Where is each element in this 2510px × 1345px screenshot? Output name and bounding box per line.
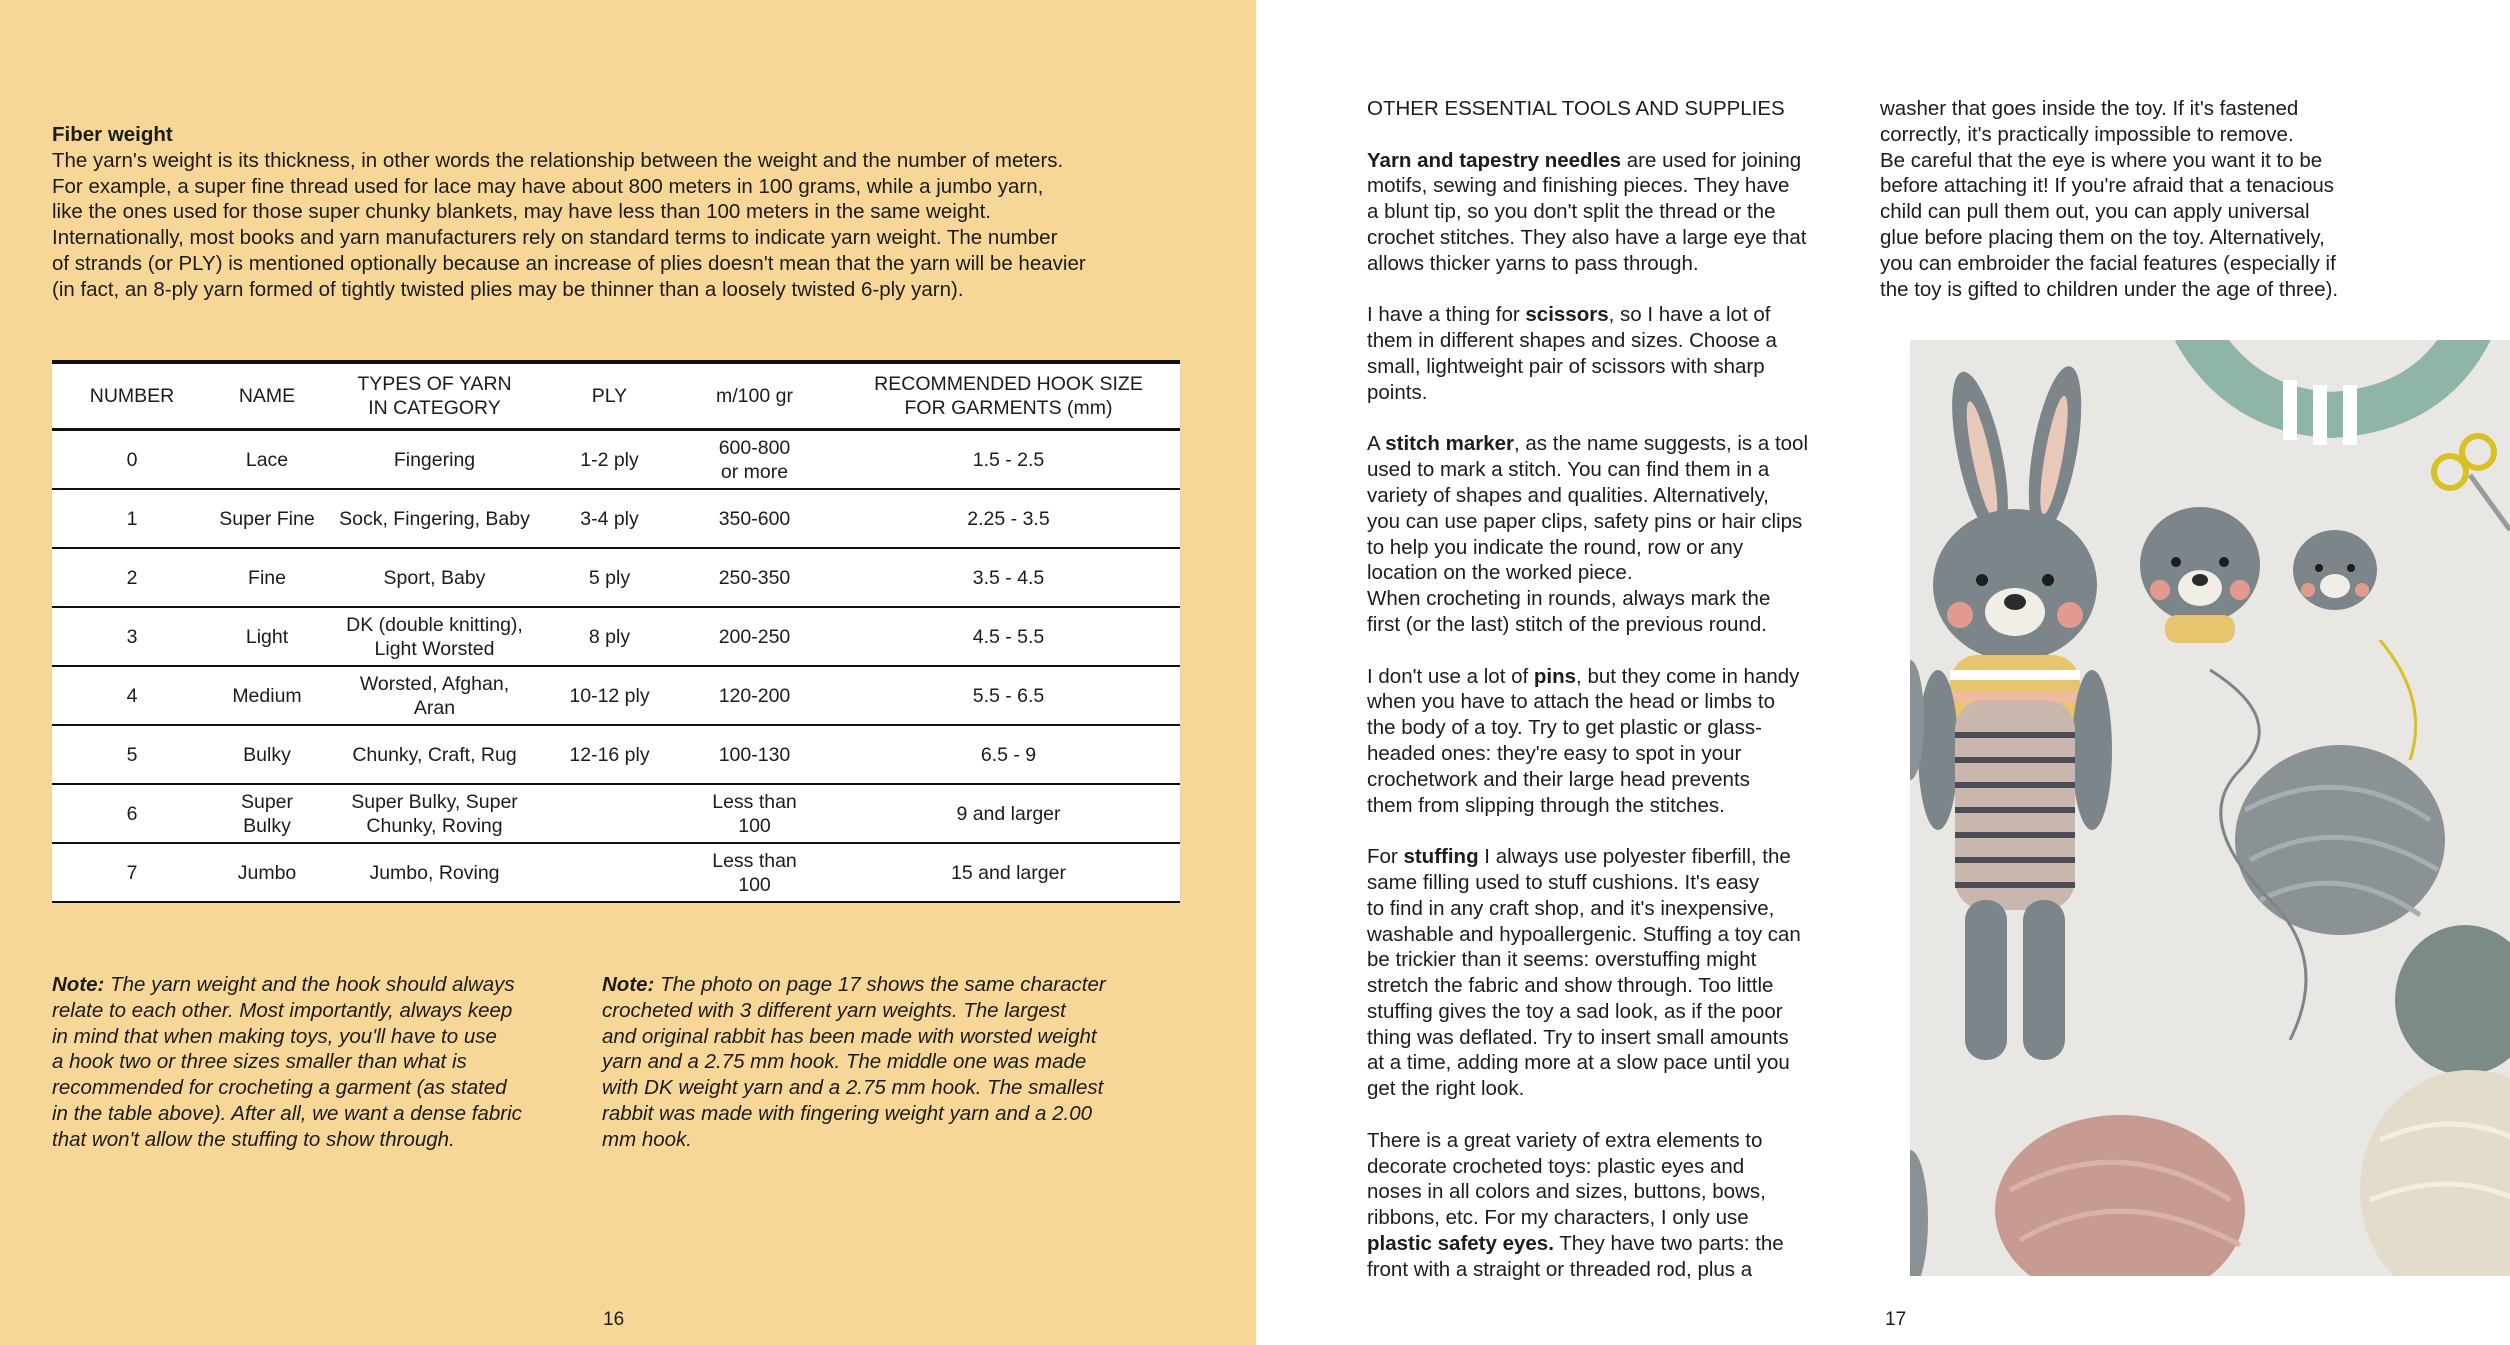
text-line: decorate crocheted toys: plastic eyes and — [1367, 1154, 1745, 1178]
text-line: them from slipping through the stitches. — [1367, 793, 1725, 817]
text-line: headed ones: they're easy to spot in your — [1367, 741, 1742, 765]
note-line: rabbit was made with fingering weight yarn and a 2.00 — [602, 1101, 1093, 1125]
column-header: m/100 gr — [672, 362, 837, 430]
term-bold: scissors — [1525, 303, 1609, 327]
text-line: used to mark a stitch. You can find them in a — [1367, 458, 1770, 482]
table-header-row — [52, 362, 1180, 430]
table-cell: 600-800 or more — [672, 430, 837, 490]
fiber-weight-line: like the ones used for those super chunky blankets, may have less than 100 meters in the same weight. — [52, 200, 991, 224]
table-cell: 6 — [52, 784, 212, 843]
term-bold: pins — [1533, 664, 1577, 688]
paragraph-extras — [1367, 1128, 1837, 1283]
note-line: crocheted with 3 different yarn weights. The largest — [602, 998, 1066, 1022]
tools-column — [1367, 96, 1837, 1283]
text-line: a blunt tip, so you don't split the thread or the — [1367, 200, 1776, 224]
table-cell: 250-350 — [672, 548, 837, 607]
text-line: allows thicker yarns to pass through. — [1367, 251, 1699, 275]
fiber-weight-title: Fiber weight — [52, 123, 173, 146]
term-bold: Yarn and tapestry needles — [1367, 148, 1622, 172]
table-cell: Bulky — [212, 725, 322, 784]
table-cell: 2.25 - 3.5 — [837, 489, 1180, 548]
table-cell — [547, 784, 672, 843]
text-line: to find in any craft shop, and it's inexpensive, — [1367, 896, 1775, 920]
page-number-right: 17 — [1885, 1309, 1907, 1330]
table-cell: Sport, Baby — [322, 548, 547, 607]
paragraph-scissors — [1367, 302, 1837, 405]
table-cell: Worsted, Afghan, Aran — [322, 666, 547, 725]
table-cell: 4.5 - 5.5 — [837, 607, 1180, 666]
text-line: washable and hypoallergenic. Stuffing a toy can — [1367, 922, 1801, 946]
table-cell: 1 — [52, 489, 212, 548]
table-cell: 3-4 ply — [547, 489, 672, 548]
table-cell: 15 and larger — [837, 843, 1180, 902]
table-cell: 1.5 - 2.5 — [837, 430, 1180, 490]
text-line: you can use paper clips, safety pins or hair clips — [1367, 509, 1803, 533]
text-line: crochetwork and their large head prevents — [1367, 767, 1750, 791]
text-line: you can embroider the facial features (especially if — [1880, 251, 2336, 275]
fiber-weight-line: of strands (or PLY) is mentioned optionally because an increase of plies doesn't mean that the yarn will be heavier — [52, 251, 1086, 275]
paragraph-stitch-marker — [1367, 431, 1837, 637]
table-cell: 200-250 — [672, 607, 837, 666]
column-header: NUMBER — [52, 362, 212, 430]
text-line: first (or the last) stitch of the previous round. — [1367, 612, 1767, 636]
table-row — [52, 607, 1180, 666]
text-line: Be careful that the eye is where you want it to be — [1880, 148, 2323, 172]
text-line: get the right look. — [1367, 1077, 1525, 1101]
table-cell: Jumbo, Roving — [322, 843, 547, 902]
text-line: front with a straight or threaded rod, plus a — [1367, 1257, 1753, 1281]
table-cell: 3.5 - 4.5 — [837, 548, 1180, 607]
note-line: recommended for crocheting a garment (as stated — [52, 1076, 507, 1100]
table-cell: Light — [212, 607, 322, 666]
table-row — [52, 784, 1180, 843]
column-header: RECOMMENDED HOOK SIZE FOR GARMENTS (mm) — [837, 362, 1180, 430]
text-line: correctly, it's practically impossible to remove. — [1880, 122, 2294, 146]
table-cell: Fingering — [322, 430, 547, 490]
fiber-weight-line: (in fact, an 8-ply yarn formed of tightly twisted plies may be thinner than a loosely twisted 6-ply yarn). — [52, 277, 964, 301]
text-line: variety of shapes and qualities. Alternatively, — [1367, 483, 1769, 507]
note-line: relate to each other. Most importantly, always keep — [52, 998, 513, 1022]
table-cell: Jumbo — [212, 843, 322, 902]
text-line: A — [1367, 432, 1386, 456]
table-cell: 9 and larger — [837, 784, 1180, 843]
text-line: at a time, adding more at a slow pace until you — [1367, 1051, 1790, 1075]
text-line: same filling used to stuff cushions. It's easy — [1367, 870, 1760, 894]
text-line: I always use polyester fiberfill, the — [1478, 845, 1791, 869]
table-row — [52, 489, 1180, 548]
note-line: mm hook. — [602, 1127, 692, 1151]
column-header: PLY — [547, 362, 672, 430]
text-line: They have two parts: the — [1553, 1232, 1784, 1256]
text-line: I don't use a lot of — [1367, 664, 1534, 688]
table-cell: 6.5 - 9 — [837, 725, 1180, 784]
text-line: are used for joining — [1621, 148, 1802, 172]
text-line: crochet stitches. They also have a large eye that — [1367, 225, 1807, 249]
table-cell: 12-16 ply — [547, 725, 672, 784]
text-line: For — [1367, 845, 1404, 869]
table-row — [52, 666, 1180, 725]
table-cell: Super Bulky — [212, 784, 322, 843]
table-cell: 7 — [52, 843, 212, 902]
note-hook-size — [52, 972, 572, 1153]
section-title: OTHER ESSENTIAL TOOLS AND SUPPLIES — [1367, 97, 1785, 120]
text-line: When crocheting in rounds, always mark the — [1367, 587, 1771, 611]
text-line: be trickier than it seems: overstuffing might — [1367, 948, 1757, 972]
note-line: in mind that when making toys, you'll have to use — [52, 1024, 497, 1048]
text-line: I have a thing for — [1367, 303, 1526, 327]
fiber-weight-section — [52, 122, 1172, 303]
text-line: There is a great variety of extra elements to — [1367, 1128, 1763, 1152]
table-cell: 8 ply — [547, 607, 672, 666]
text-line: motifs, sewing and finishing pieces. They have — [1367, 174, 1790, 198]
table-cell: Sock, Fingering, Baby — [322, 489, 547, 548]
table-cell: 10-12 ply — [547, 666, 672, 725]
term-bold: plastic safety eyes. — [1367, 1232, 1554, 1256]
term-bold: stuffing — [1403, 845, 1479, 869]
table-cell: DK (double knitting), Light Worsted — [322, 607, 547, 666]
table-cell: Super Bulky, Super Chunky, Roving — [322, 784, 547, 843]
table-cell: Medium — [212, 666, 322, 725]
text-line: ribbons, etc. For my characters, I only use — [1367, 1206, 1749, 1230]
text-line: stuffing gives the toy a sad look, as if the poor — [1367, 999, 1783, 1023]
text-line: small, lightweight pair of scissors with sharp — [1367, 354, 1765, 378]
table-cell: Lace — [212, 430, 322, 490]
text-line: the toy is gifted to children under the age of three). — [1880, 277, 2339, 301]
table-cell: 3 — [52, 607, 212, 666]
note-line: with DK weight yarn and a 2.75 mm hook. The smallest — [602, 1076, 1104, 1100]
text-line: child can pull them out, you can apply universal — [1880, 200, 2310, 224]
note-label: Note: — [602, 973, 655, 996]
table-cell: 5.5 - 6.5 — [837, 666, 1180, 725]
text-line: stretch the fabric and show through. Too little — [1367, 974, 1774, 998]
note-label: Note: — [52, 973, 105, 996]
paragraph-needles — [1367, 148, 1837, 277]
table-cell: 120-200 — [672, 666, 837, 725]
text-line: , so I have a lot of — [1608, 303, 1771, 327]
table-cell: 350-600 — [672, 489, 837, 548]
fiber-weight-line: For example, a super fine thread used for lace may have about 800 meters in 100 grams, while a jumbo yarn, — [52, 174, 1044, 198]
note-line: a hook two or three sizes smaller than what is — [52, 1050, 467, 1074]
note-photo — [602, 972, 1142, 1153]
text-line: points. — [1367, 380, 1428, 404]
text-line: , but they come in handy — [1576, 664, 1800, 688]
note-line: The photo on page 17 shows the same character — [654, 973, 1106, 996]
table-row — [52, 843, 1180, 902]
table-row — [52, 725, 1180, 784]
paragraph-stuffing — [1367, 844, 1837, 1102]
note-line: and original rabbit has been made with worsted weight — [602, 1024, 1097, 1048]
table-cell: 0 — [52, 430, 212, 490]
note-line: in the table above). After all, we want a dense fabric — [52, 1101, 522, 1125]
table-cell: 4 — [52, 666, 212, 725]
text-line: noses in all colors and sizes, buttons, bows, — [1367, 1180, 1766, 1204]
yarn-weight-table — [52, 360, 1180, 903]
table-cell: 100-130 — [672, 725, 837, 784]
table-cell: Fine — [212, 548, 322, 607]
fiber-weight-line: Internationally, most books and yarn manufacturers rely on standard terms to indicate yarn weight. The number — [52, 226, 1058, 250]
page-number-left: 16 — [603, 1309, 625, 1330]
table-row — [52, 548, 1180, 607]
table-cell: Less than 100 — [672, 843, 837, 902]
text-line: them in different shapes and sizes. Choose a — [1367, 329, 1777, 353]
text-line: washer that goes inside the toy. If it's fastened — [1880, 97, 2299, 120]
amigurumi-rabbits-photo — [1910, 340, 2510, 1276]
note-line: yarn and a 2.75 mm hook. The middle one was made — [602, 1050, 1087, 1074]
text-line: glue before placing them on the toy. Alternatively, — [1880, 225, 2325, 249]
text-line: , as the name suggests, is a tool — [1514, 432, 1809, 456]
table-cell: 2 — [52, 548, 212, 607]
note-line: The yarn weight and the hook should always — [104, 973, 515, 996]
table-cell: Chunky, Craft, Rug — [322, 725, 547, 784]
text-line: location on the worked piece. — [1367, 561, 1633, 585]
note-line: that won't allow the stuffing to show through. — [52, 1127, 455, 1151]
term-bold: stitch marker — [1385, 432, 1515, 456]
text-line: to help you indicate the round, row or any — [1367, 535, 1744, 559]
table-cell: 5 ply — [547, 548, 672, 607]
table-cell — [547, 843, 672, 902]
paragraph-pins — [1367, 664, 1837, 819]
text-line: the body of a toy. Try to get plastic or glass- — [1367, 716, 1763, 740]
column-header: TYPES OF YARN IN CATEGORY — [322, 362, 547, 430]
paragraph-eyes-continued — [1880, 96, 2380, 302]
table-cell: 1-2 ply — [547, 430, 672, 490]
text-line: before attaching it! If you're afraid that a tenacious — [1880, 174, 2335, 198]
text-line: thing was deflated. Try to insert small amounts — [1367, 1025, 1789, 1049]
fiber-weight-line: The yarn's weight is its thickness, in other words the relationship between the weight and the number of meters. — [52, 148, 1064, 172]
eyes-continuation-column — [1880, 96, 2380, 302]
table-row — [52, 430, 1180, 490]
table-cell: Less than 100 — [672, 784, 837, 843]
table-cell: 5 — [52, 725, 212, 784]
text-line: when you have to attach the head or limbs to — [1367, 690, 1775, 714]
table-cell: Super Fine — [212, 489, 322, 548]
column-header: NAME — [212, 362, 322, 430]
table-body — [52, 430, 1180, 903]
